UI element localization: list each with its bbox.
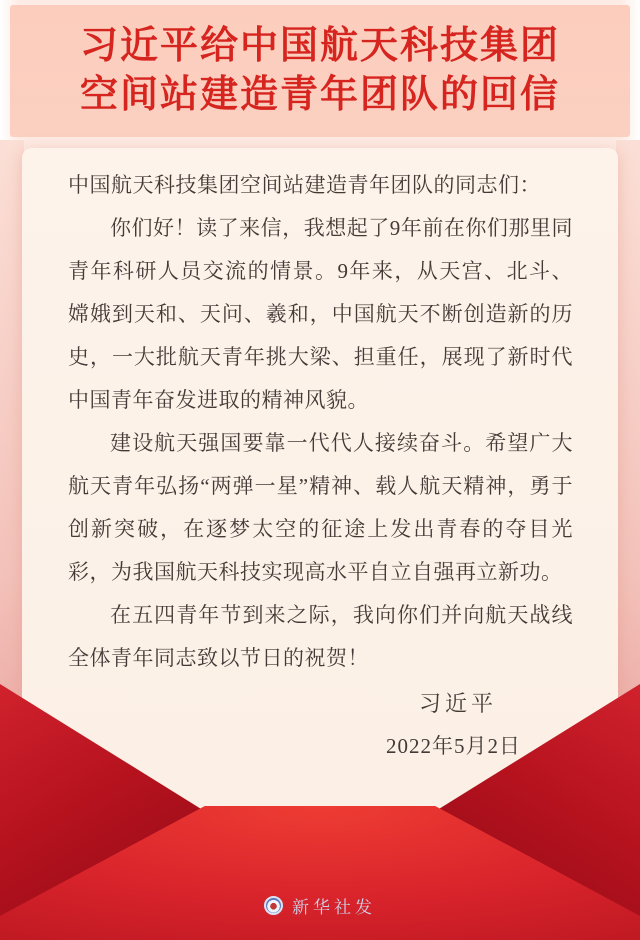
letter-salutation: 中国航天科技集团空间站建造青年团队的同志们：: [68, 173, 541, 197]
letter-paper: [22, 148, 618, 832]
envelope-back-right-edge: [616, 140, 640, 760]
credit-label: 新华社发: [292, 898, 376, 917]
letter-date: 2022年5月2日: [386, 734, 521, 758]
letter-paragraph: 建设航天强国要靠一代代人接续奋斗。希望广大航天青年弘扬“两弹一星”精神、载人航天精神，勇于创新突破，在逐梦太空的征途上发出青春的夺目光彩，为我国航天科技实现高水平自立自强再立新功。: [68, 431, 573, 584]
poster-title-line-1: 习近平给中国航天科技集团: [79, 25, 560, 67]
letter-paragraph: 在五四青年节到来之际，我向你们并向航天战线全体青年同志致以节日的祝贺！: [68, 603, 573, 670]
credit-line: [0, 893, 640, 918]
xinhua-emblem-icon: [264, 896, 283, 915]
letter-signature: 习近平: [418, 691, 497, 716]
poster-title-line-2: 空间站建造青年团队的回信: [79, 74, 560, 116]
letter-paragraph: 你们好！读了来信，我想起了9年前在你们那里同青年科研人员交流的情景。9年来，从天宫、北斗、嫦娥到天和、天问、羲和，中国航天不断创造新的历史，一大批航天青年挑大梁、担重任，展现了新时代中国青年奋发进取的精神风貌。: [68, 216, 573, 412]
envelope-back-left-edge: [0, 140, 24, 760]
title-banner: [10, 5, 630, 137]
